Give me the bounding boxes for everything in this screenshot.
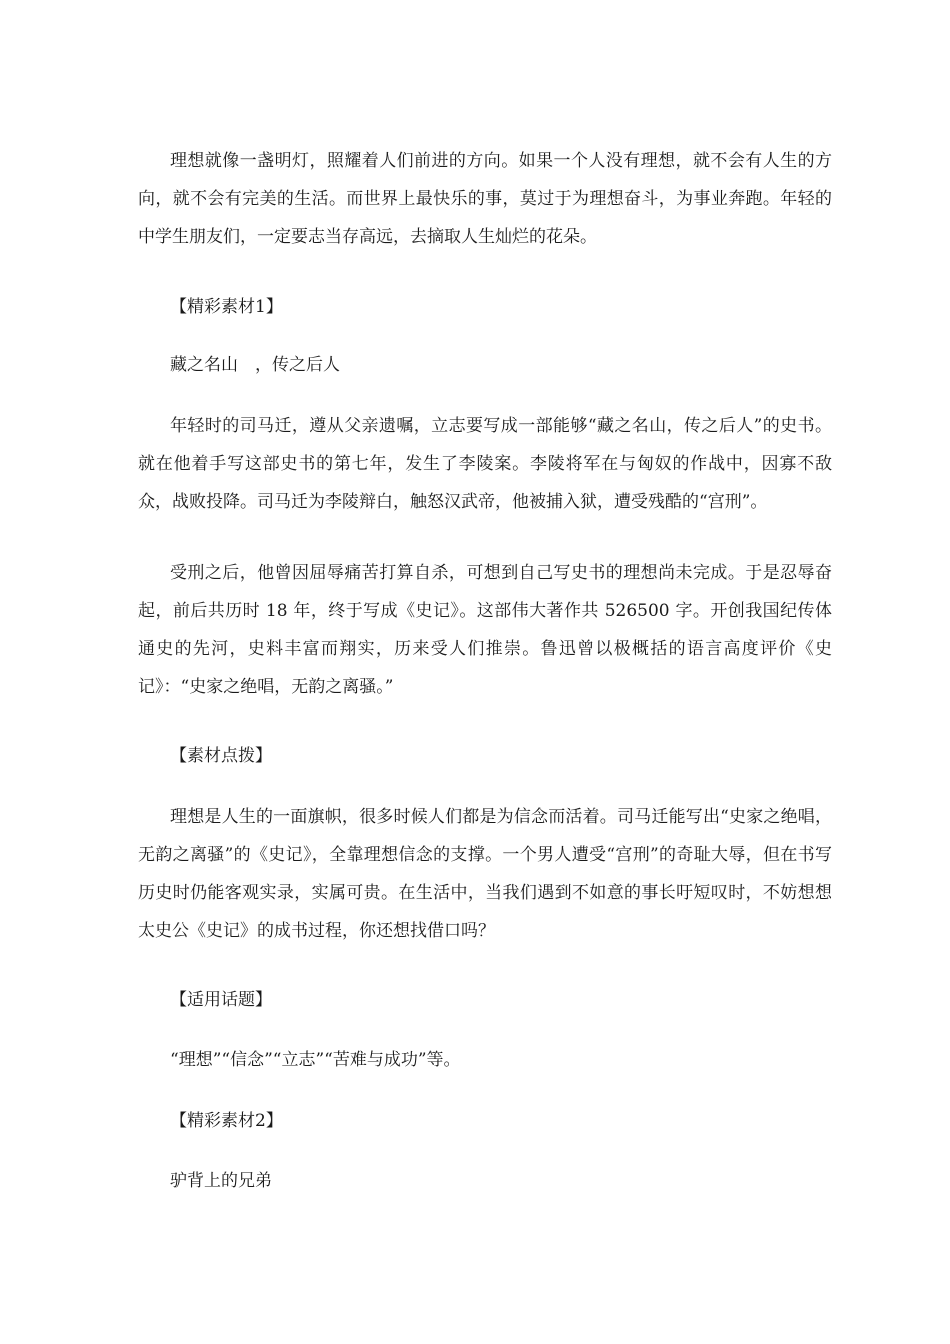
- tips-paragraph: 理想是人生的一面旗帜，很多时候人们都是为信念而活着。司马迁能写出“史家之绝唱，无韵之离骚”的《史记》，全靠理想信念的支撑。一个男人遭受“宫刑”的奇耻大辱，但在书写历史时仍能客观实录，实属可贵。在生活中，当我们遇到不如意的事长吁短叹时，不妨想想太史公《史记》的成书过程，你还想找借口吗？: [138, 807, 832, 941]
- tips-heading: 【素材点拨】: [170, 746, 272, 766]
- topics-heading: 【适用话题】: [170, 990, 272, 1010]
- material-2-heading: 【精彩素材2】: [170, 1111, 283, 1131]
- material-1-title: 藏之名山 ，传之后人: [170, 355, 340, 375]
- intro-paragraph: 理想就像一盏明灯，照耀着人们前进的方向。如果一个人没有理想，就不会有人生的方向，就不会有完美的生活。而世界上最快乐的事，莫过于为理想奋斗，为事业奔跑。年轻的中学生朋友们，一定要志当存高远，去摘取人生灿烂的花朵。: [138, 151, 832, 247]
- material-1-heading: 【精彩素材1】: [170, 297, 283, 317]
- material-1-paragraph-2: 受刑之后，他曾因屈辱痛苦打算自杀，可想到自己写史书的理想尚未完成。于是忍辱奋起，前后共历时 18 年，终于写成《史记》。这部伟大著作共 526500 字。开创我国纪传体通史的先河，史料丰富而翔实，历来受人们推崇。鲁迅曾以极概括的语言高度评价《史记》：“史家之绝唱，无韵之离骚。”: [138, 563, 832, 697]
- material-2-title: 驴背上的兄弟: [170, 1171, 272, 1191]
- topics-text: “理想”“信念”“立志”“苦难与成功”等。: [170, 1050, 461, 1070]
- material-1-paragraph-1: 年轻时的司马迁，遵从父亲遗嘱，立志要写成一部能够“藏之名山，传之后人”的史书。就在他着手写这部史书的第七年，发生了李陵案。李陵将军在与匈奴的作战中，因寡不敌众，战败投降。司马迁为李陵辩白，触怒汉武帝，他被捕入狱，遭受残酷的“宫刑”。: [138, 416, 832, 512]
